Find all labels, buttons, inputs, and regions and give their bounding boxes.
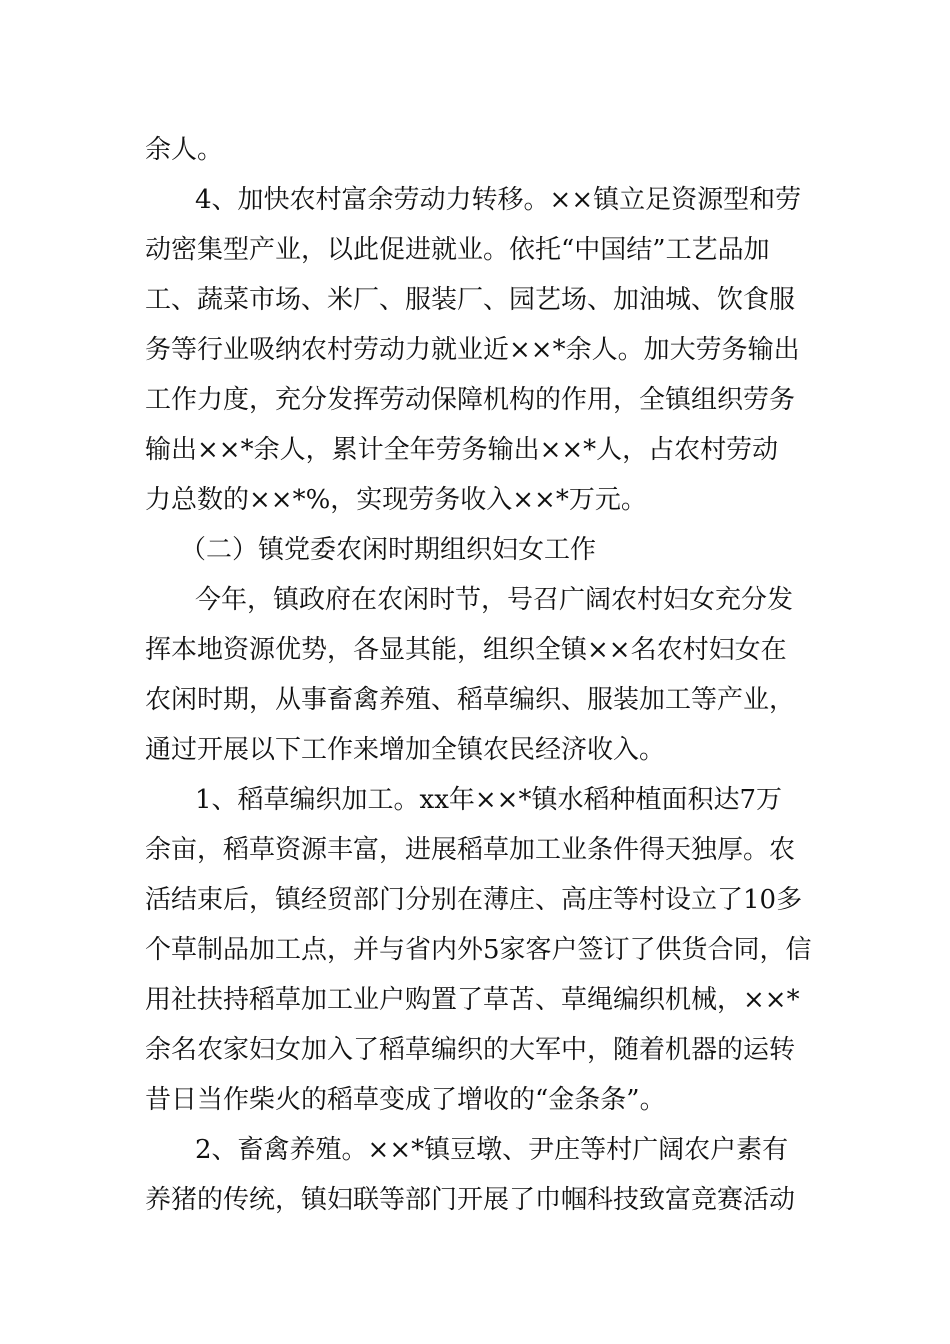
text-line: 工作力度，充分发挥劳动保障机构的作用，全镇组织劳务 [145, 385, 796, 415]
section-heading: （二）镇党委农闲时期组织妇女工作 [180, 535, 597, 565]
text-line: 1、稻草编织加工。xx年××*镇水稻种植面积达7万 [195, 785, 782, 815]
text-line: 动密集型产业，以此促进就业。依托“中国结”工艺品加 [145, 235, 770, 265]
text-line: 输出××*余人，累计全年劳务输出××*人，占农村劳动 [145, 435, 779, 465]
text-line: 养猪的传统，镇妇联等部门开展了巾帼科技致富竞赛活动 [145, 1185, 796, 1215]
text-line: 通过开展以下工作来增加全镇农民经济收入。 [145, 735, 666, 765]
text-line: 昔日当作柴火的稻草变成了增收的“金条条”。 [145, 1085, 666, 1115]
text-line: 力总数的××*%，实现劳务收入××*万元。 [145, 485, 647, 515]
text-line: 余亩，稻草资源丰富，进展稻草加工业条件得天独厚。农 [145, 835, 796, 865]
text-line: 余人。 [145, 135, 224, 165]
text-line: 工、蔬菜市场、米厂、服装厂、园艺场、加油城、饮食服 [145, 285, 796, 315]
text-line: 农闲时期，从事畜禽养殖、稻草编织、服装加工等产业， [145, 685, 796, 715]
text-line: 挥本地资源优势，各显其能，组织全镇××名农村妇女在 [145, 635, 787, 665]
text-line: 4、加快农村富余劳动力转移。××镇立足资源型和劳 [195, 185, 802, 215]
text-line: 用社扶持稻草加工业户购置了草苫、草绳编织机械，××* [145, 985, 800, 1015]
text-line: 活结束后，镇经贸部门分别在薄庄、高庄等村设立了10多 [145, 885, 803, 915]
text-line: 余名农家妇女加入了稻草编织的大军中，随着机器的运转 [145, 1035, 796, 1065]
text-line: 2、畜禽养殖。××*镇豆墩、尹庄等村广阔农户素有 [195, 1135, 789, 1165]
text-line: 个草制品加工点，并与省内外5家客户签订了供货合同，信 [145, 935, 812, 965]
text-line: 务等行业吸纳农村劳动力就业近××*余人。加大劳务输出 [145, 335, 800, 365]
text-line: 今年，镇政府在农闲时节，号召广阔农村妇女充分发 [195, 585, 794, 615]
